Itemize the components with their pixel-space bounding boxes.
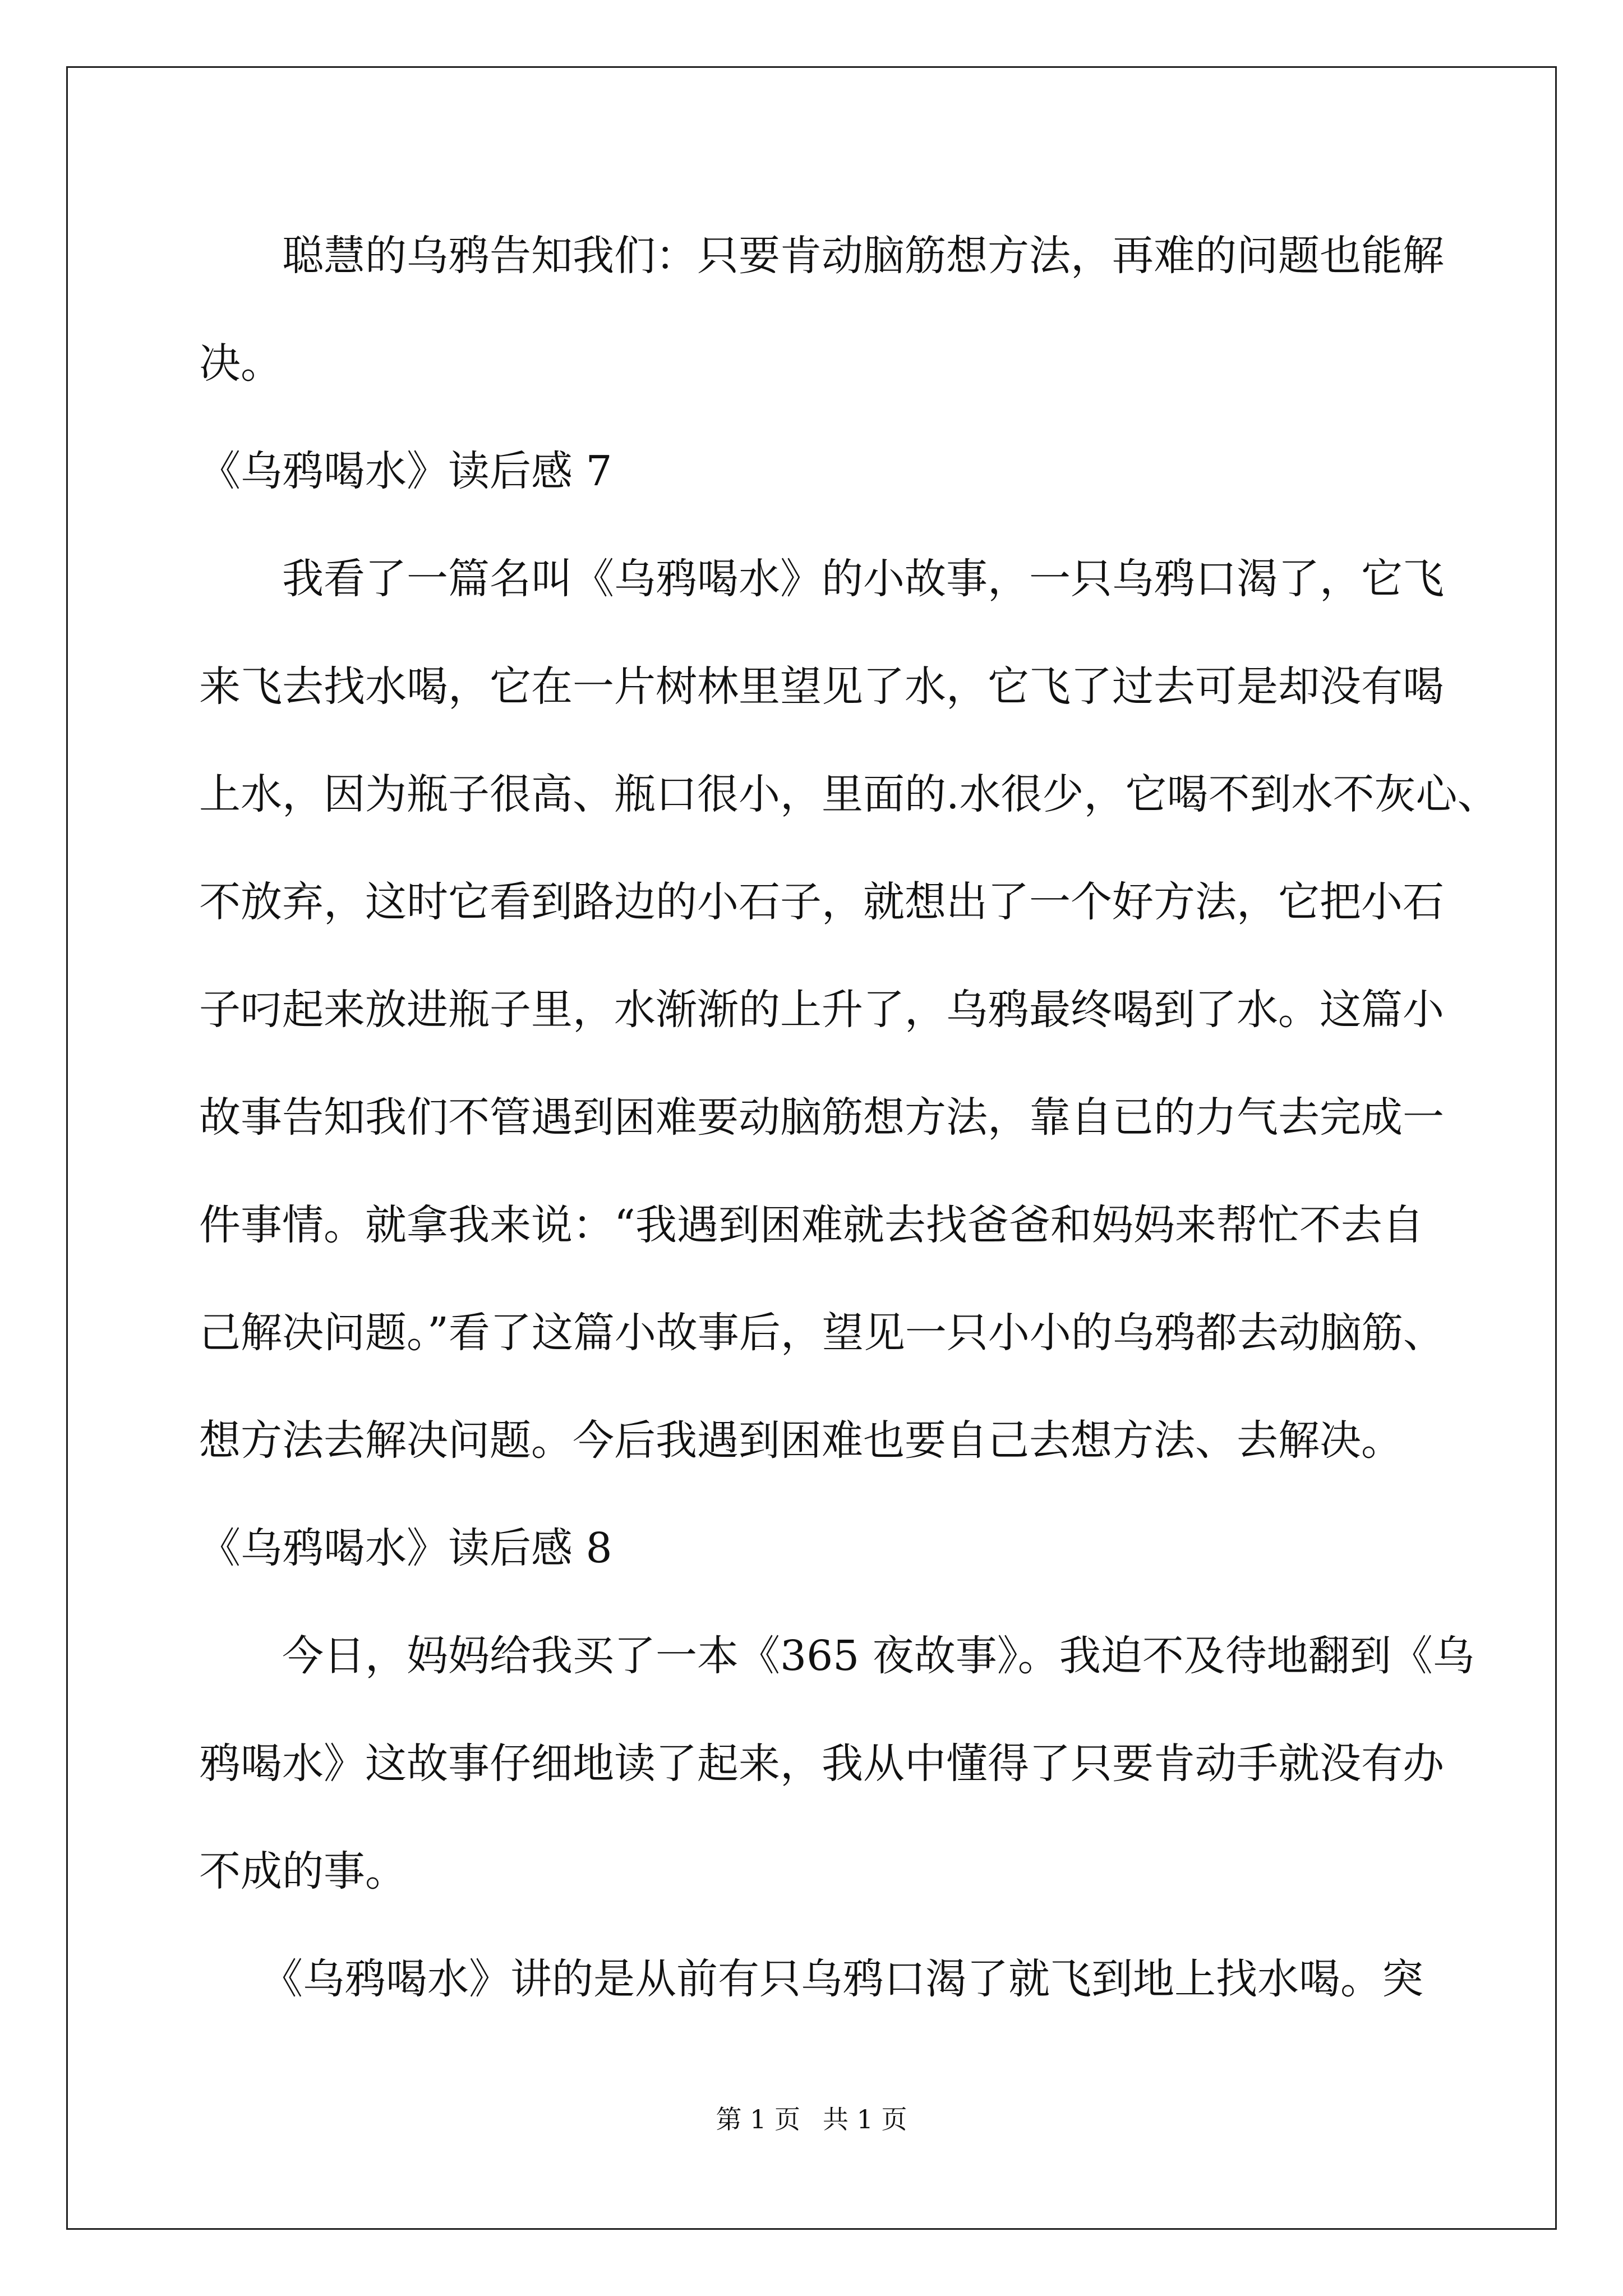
paragraph-line: 今日，妈妈给我买了一本《365 夜故事》。我迫不及待地翻到《乌 xyxy=(199,1632,1474,1680)
paragraph-line: 《乌鸦喝水》讲的是从前有只乌鸦口渴了就飞到地上找水喝。突 xyxy=(199,1955,1423,2003)
paragraph-line: 决。 xyxy=(199,339,282,388)
paragraph-line: 想方法去解决问题。今后我遇到困难也要自己去想方法、去解决。 xyxy=(199,1416,1403,1465)
paragraph-line: 己解决问题。”看了这篇小故事后，望见一只小小的乌鸦都去动脑筋、 xyxy=(199,1309,1445,1357)
paragraph-4 xyxy=(199,1925,1427,2033)
paragraph-line: 不放弃，这时它看到路边的小石子，就想出了一个好方法，它把小石 xyxy=(199,878,1444,926)
page-footer xyxy=(0,2102,1623,2136)
paragraph-line: 子叼起来放进瓶子里，水渐渐的上升了，乌鸦最终喝到了水。这篇小 xyxy=(199,986,1444,1034)
paragraph-line: 不成的事。 xyxy=(199,1847,407,1895)
paragraph-line: 故事告知我们不管遇到困难要动脑筋想方法，靠自已的力气去完成一 xyxy=(199,1093,1444,1142)
paragraph-line: 聪慧的乌鸦告知我们：只要肯动脑筋想方法，再难的问题也能解 xyxy=(199,232,1444,280)
paragraph-3 xyxy=(199,1602,1474,1925)
heading-text: 《乌鸦喝水》读后感 7 xyxy=(199,447,612,495)
paragraph-line: 上水，因为瓶子很高、瓶口很小，里面的.水很少，它喝不到水不灰心、 xyxy=(199,770,1499,818)
paragraph-1 xyxy=(199,202,1444,417)
paragraph-line: 来飞去找水喝，它在一片树林里望见了水，它飞了过去可是却没有喝 xyxy=(199,662,1444,711)
paragraph-2 xyxy=(199,525,1499,1494)
page-number-total: 共 1 页 xyxy=(823,2104,907,2134)
paragraph-line: 我看了一篇名叫《乌鸦喝水》的小故事，一只乌鸦口渴了，它飞 xyxy=(199,555,1444,603)
paragraph-line: 件事情。就拿我来说：“我遇到困难就去找爸爸和妈妈来帮忙不去自 xyxy=(199,1201,1424,1249)
paragraph-line: 鸦喝水》这故事仔细地读了起来，我从中懂得了只要肯动手就没有办 xyxy=(199,1740,1444,1788)
page-number-current: 第 1 页 xyxy=(716,2104,800,2134)
heading-review-8 xyxy=(199,1494,1427,1602)
heading-text: 《乌鸦喝水》读后感 8 xyxy=(199,1524,612,1572)
heading-review-7 xyxy=(199,417,1427,525)
